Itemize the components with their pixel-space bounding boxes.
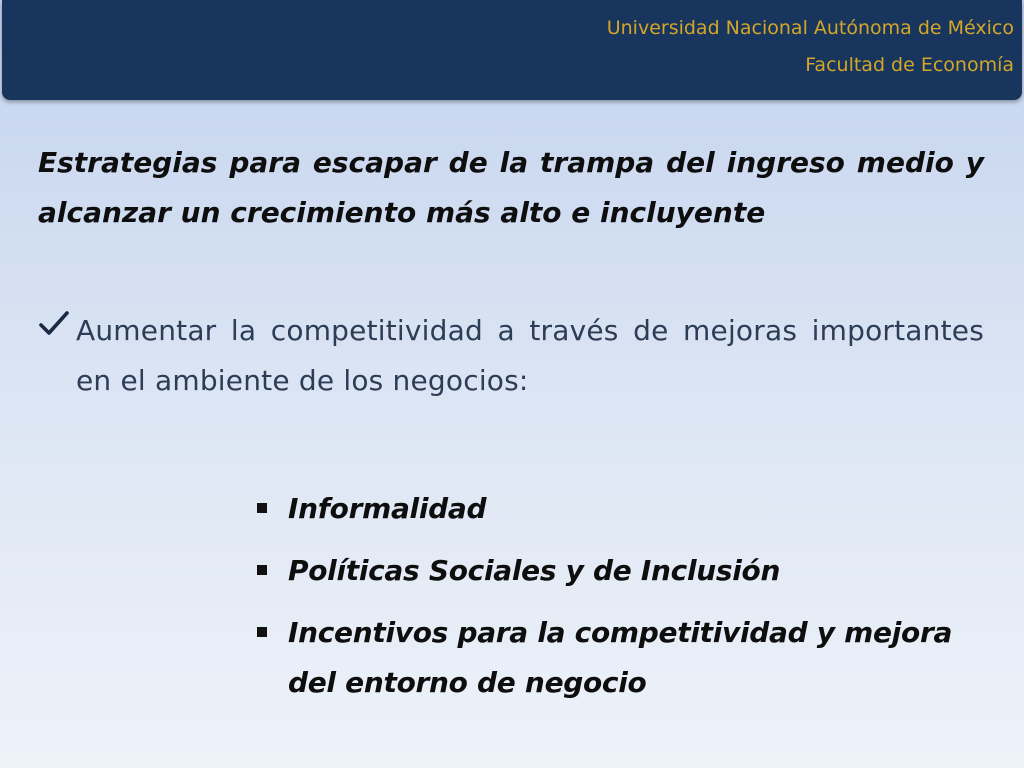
main-point-text: Aumentar la competitividad a través de mejoras importantes en el ambiente de los negocios: [76,314,984,397]
slide-header [2,0,1022,100]
faculty-name: Facultad de Economía [805,54,1014,76]
university-name: Universidad Nacional Autónoma de México [606,17,1014,39]
list-item-text: Incentivos para la competitividad y mejora del entorno de negocio [288,616,953,699]
checkmark-icon [38,310,76,343]
sub-point-list [253,484,988,720]
list-item [253,608,988,708]
list-item [253,546,988,596]
list-item [253,484,988,534]
square-bullet-icon [253,608,288,658]
square-bullet-icon [253,546,288,596]
list-item-text: Políticas Sociales y de Inclusión [288,554,781,587]
square-bullet-icon [253,484,288,534]
list-item-text: Informalidad [288,492,487,525]
main-point [38,306,984,406]
slide-title: Estrategias para escapar de la trampa del ingreso medio y alcanzar un crecimiento más alto e incluyente [38,146,984,229]
